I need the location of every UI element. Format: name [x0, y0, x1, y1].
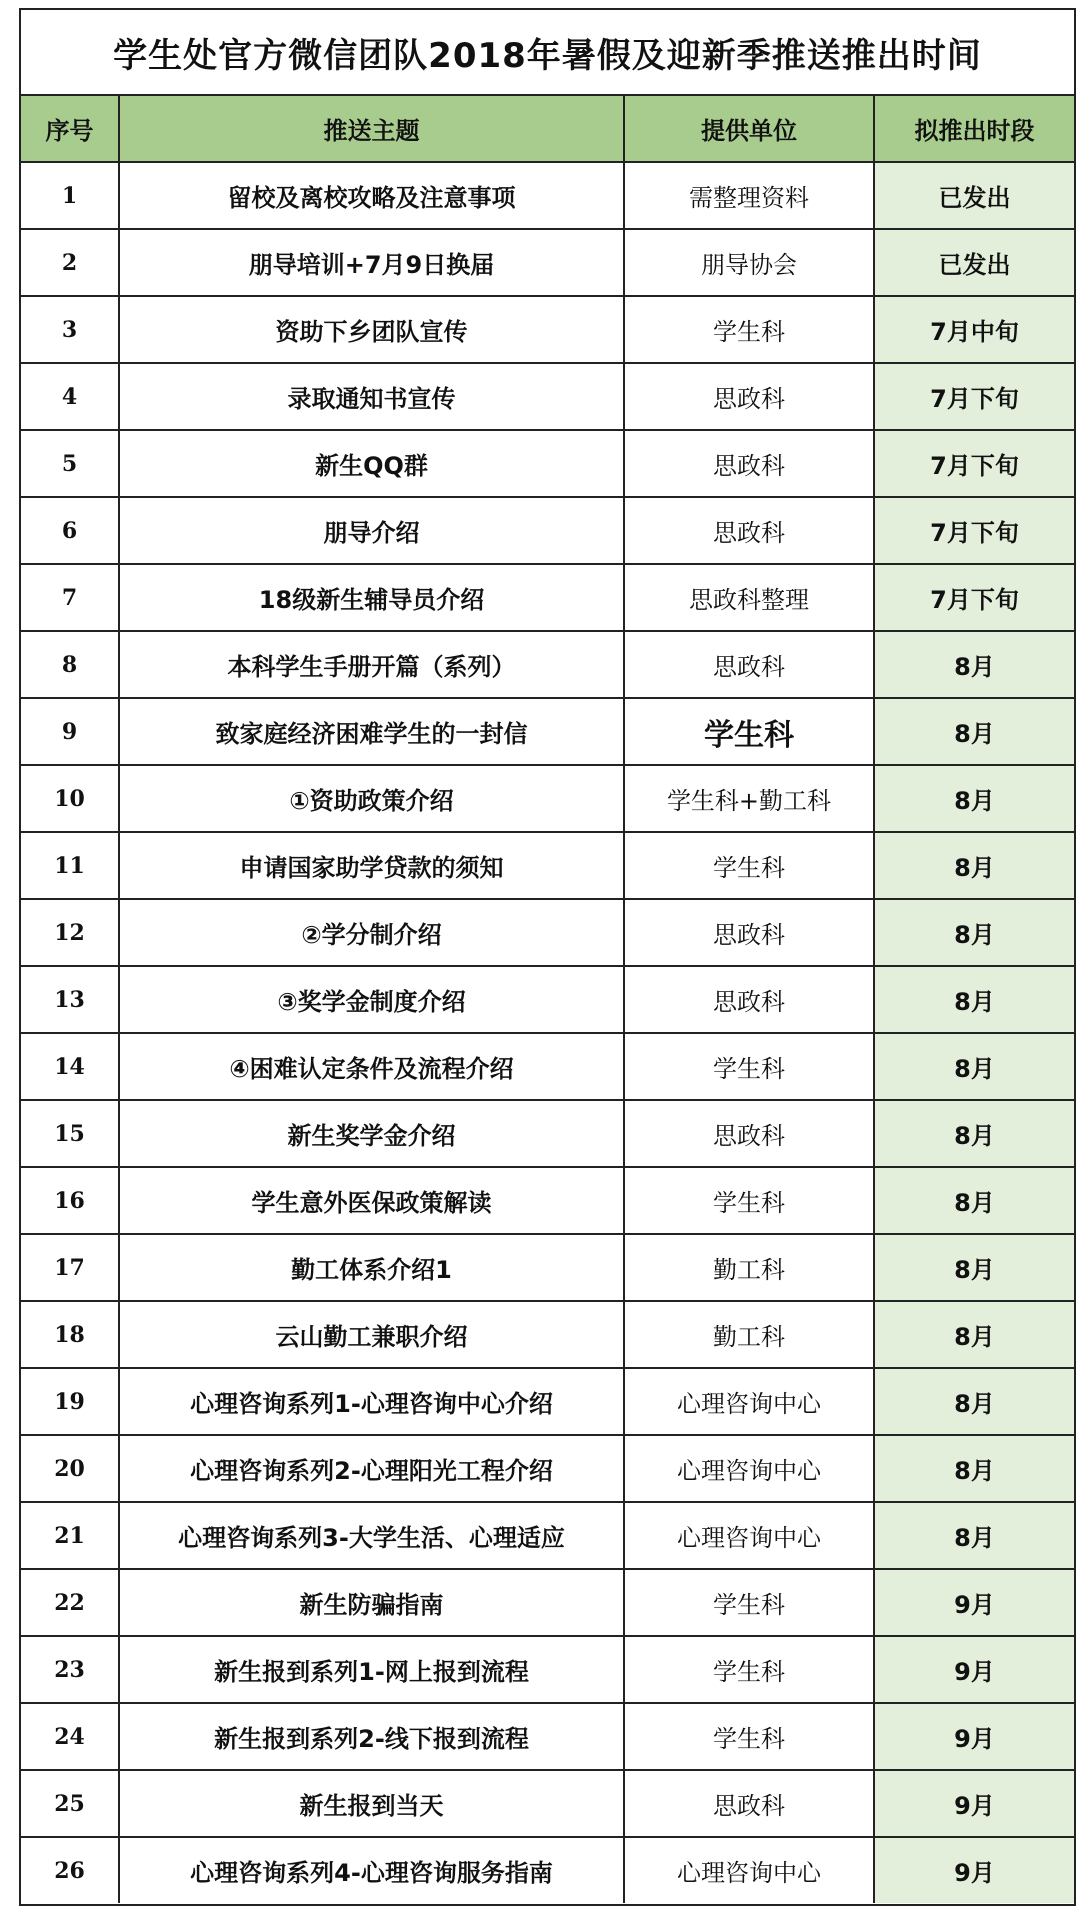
- cell-time: 7月下旬: [874, 363, 1074, 430]
- table-row: [21, 1368, 1074, 1435]
- table-row: [21, 296, 1074, 363]
- cell-unit: 心理咨询中心: [624, 1368, 874, 1435]
- cell-unit: 心理咨询中心: [624, 1837, 874, 1903]
- cell-topic: 18级新生辅导员介绍: [119, 564, 624, 631]
- column-header-unit: 提供单位: [624, 96, 874, 162]
- cell-unit: 思政科: [624, 966, 874, 1033]
- cell-topic: 本科学生手册开篇（系列）: [119, 631, 624, 698]
- cell-unit: 思政科: [624, 1100, 874, 1167]
- cell-topic: 资助下乡团队宣传: [119, 296, 624, 363]
- schedule-sheet: [19, 8, 1076, 1906]
- cell-topic: 申请国家助学贷款的须知: [119, 832, 624, 899]
- cell-topic: 致家庭经济困难学生的一封信: [119, 698, 624, 765]
- table-row: [21, 899, 1074, 966]
- cell-num: 21: [21, 1502, 119, 1569]
- cell-num: 6: [21, 497, 119, 564]
- cell-time: 8月: [874, 1033, 1074, 1100]
- cell-time: 已发出: [874, 229, 1074, 296]
- cell-time: 9月: [874, 1636, 1074, 1703]
- cell-topic: 学生意外医保政策解读: [119, 1167, 624, 1234]
- cell-num: 23: [21, 1636, 119, 1703]
- table-row: [21, 497, 1074, 564]
- cell-unit: 思政科: [624, 899, 874, 966]
- cell-time: 8月: [874, 698, 1074, 765]
- cell-unit: 学生科: [624, 1569, 874, 1636]
- cell-time: 8月: [874, 1234, 1074, 1301]
- cell-topic: ④困难认定条件及流程介绍: [119, 1033, 624, 1100]
- cell-num: 17: [21, 1234, 119, 1301]
- cell-num: 8: [21, 631, 119, 698]
- cell-unit: 思政科整理: [624, 564, 874, 631]
- cell-time: 8月: [874, 1502, 1074, 1569]
- cell-topic: 勤工体系介绍1: [119, 1234, 624, 1301]
- cell-num: 10: [21, 765, 119, 832]
- cell-time: 8月: [874, 1167, 1074, 1234]
- cell-topic: 心理咨询系列1-心理咨询中心介绍: [119, 1368, 624, 1435]
- table-row: [21, 1502, 1074, 1569]
- cell-time: 8月: [874, 899, 1074, 966]
- cell-time: 已发出: [874, 162, 1074, 229]
- cell-time: 7月下旬: [874, 564, 1074, 631]
- cell-num: 15: [21, 1100, 119, 1167]
- cell-num: 16: [21, 1167, 119, 1234]
- cell-unit: 思政科: [624, 430, 874, 497]
- table-row: [21, 1301, 1074, 1368]
- cell-num: 18: [21, 1301, 119, 1368]
- cell-unit: 朋导协会: [624, 229, 874, 296]
- cell-topic: ③奖学金制度介绍: [119, 966, 624, 1033]
- table-row: [21, 1770, 1074, 1837]
- cell-topic: 朋导介绍: [119, 497, 624, 564]
- cell-unit: 学生科: [624, 1703, 874, 1770]
- cell-num: 12: [21, 899, 119, 966]
- cell-unit: 思政科: [624, 631, 874, 698]
- column-header-time: 拟推出时段: [874, 96, 1074, 162]
- cell-unit: 学生科: [624, 1167, 874, 1234]
- column-header-topic: 推送主题: [119, 96, 624, 162]
- table-header-row: [21, 96, 1074, 162]
- cell-unit: 学生科: [624, 296, 874, 363]
- cell-time: 8月: [874, 631, 1074, 698]
- table-row: [21, 430, 1074, 497]
- cell-num: 26: [21, 1837, 119, 1903]
- cell-unit: 勤工科: [624, 1301, 874, 1368]
- cell-num: 4: [21, 363, 119, 430]
- cell-topic: 录取通知书宣传: [119, 363, 624, 430]
- page-title: 学生处官方微信团队2018年暑假及迎新季推送推出时间: [21, 10, 1074, 96]
- cell-topic: 朋导培训+7月9日换届: [119, 229, 624, 296]
- cell-unit: 学生科: [624, 698, 874, 765]
- table-row: [21, 1703, 1074, 1770]
- cell-num: 5: [21, 430, 119, 497]
- table-row: [21, 162, 1074, 229]
- cell-topic: 心理咨询系列2-心理阳光工程介绍: [119, 1435, 624, 1502]
- cell-unit: 思政科: [624, 1770, 874, 1837]
- cell-num: 19: [21, 1368, 119, 1435]
- cell-topic: 新生防骗指南: [119, 1569, 624, 1636]
- table-row: [21, 1569, 1074, 1636]
- cell-time: 8月: [874, 1100, 1074, 1167]
- cell-time: 9月: [874, 1770, 1074, 1837]
- table-row: [21, 564, 1074, 631]
- cell-time: 8月: [874, 765, 1074, 832]
- cell-num: 13: [21, 966, 119, 1033]
- cell-topic: 心理咨询系列3-大学生活、心理适应: [119, 1502, 624, 1569]
- table-row: [21, 966, 1074, 1033]
- cell-time: 9月: [874, 1569, 1074, 1636]
- cell-time: 8月: [874, 1301, 1074, 1368]
- cell-unit: 思政科: [624, 363, 874, 430]
- cell-topic: ②学分制介绍: [119, 899, 624, 966]
- cell-num: 7: [21, 564, 119, 631]
- cell-time: 7月下旬: [874, 430, 1074, 497]
- column-header-num: 序号: [21, 96, 119, 162]
- cell-unit: 学生科: [624, 1636, 874, 1703]
- cell-num: 22: [21, 1569, 119, 1636]
- table-row: [21, 229, 1074, 296]
- cell-topic: 云山勤工兼职介绍: [119, 1301, 624, 1368]
- cell-time: 8月: [874, 966, 1074, 1033]
- cell-unit: 学生科: [624, 832, 874, 899]
- cell-time: 7月下旬: [874, 497, 1074, 564]
- cell-unit: 需整理资料: [624, 162, 874, 229]
- cell-topic: 心理咨询系列4-心理咨询服务指南: [119, 1837, 624, 1903]
- cell-topic: 新生报到系列2-线下报到流程: [119, 1703, 624, 1770]
- schedule-table: [21, 96, 1074, 1903]
- cell-num: 9: [21, 698, 119, 765]
- cell-unit: 心理咨询中心: [624, 1435, 874, 1502]
- cell-topic: 新生报到系列1-网上报到流程: [119, 1636, 624, 1703]
- cell-topic: 新生奖学金介绍: [119, 1100, 624, 1167]
- table-row: [21, 1636, 1074, 1703]
- table-row: [21, 765, 1074, 832]
- cell-num: 25: [21, 1770, 119, 1837]
- table-row: [21, 698, 1074, 765]
- cell-num: 2: [21, 229, 119, 296]
- cell-num: 20: [21, 1435, 119, 1502]
- cell-num: 14: [21, 1033, 119, 1100]
- cell-time: 8月: [874, 1435, 1074, 1502]
- cell-num: 1: [21, 162, 119, 229]
- cell-time: 9月: [874, 1703, 1074, 1770]
- table-row: [21, 1167, 1074, 1234]
- cell-num: 3: [21, 296, 119, 363]
- table-row: [21, 1033, 1074, 1100]
- cell-unit: 学生科+勤工科: [624, 765, 874, 832]
- table-row: [21, 1837, 1074, 1903]
- cell-topic: 留校及离校攻略及注意事项: [119, 162, 624, 229]
- table-row: [21, 363, 1074, 430]
- cell-num: 24: [21, 1703, 119, 1770]
- table-row: [21, 1100, 1074, 1167]
- cell-unit: 勤工科: [624, 1234, 874, 1301]
- cell-time: 9月: [874, 1837, 1074, 1903]
- cell-topic: 新生QQ群: [119, 430, 624, 497]
- cell-time: 7月中旬: [874, 296, 1074, 363]
- cell-unit: 思政科: [624, 497, 874, 564]
- cell-num: 11: [21, 832, 119, 899]
- table-row: [21, 1234, 1074, 1301]
- cell-time: 8月: [874, 1368, 1074, 1435]
- cell-time: 8月: [874, 832, 1074, 899]
- table-row: [21, 832, 1074, 899]
- cell-topic: 新生报到当天: [119, 1770, 624, 1837]
- cell-topic: ①资助政策介绍: [119, 765, 624, 832]
- cell-unit: 心理咨询中心: [624, 1502, 874, 1569]
- table-row: [21, 1435, 1074, 1502]
- table-row: [21, 631, 1074, 698]
- cell-unit: 学生科: [624, 1033, 874, 1100]
